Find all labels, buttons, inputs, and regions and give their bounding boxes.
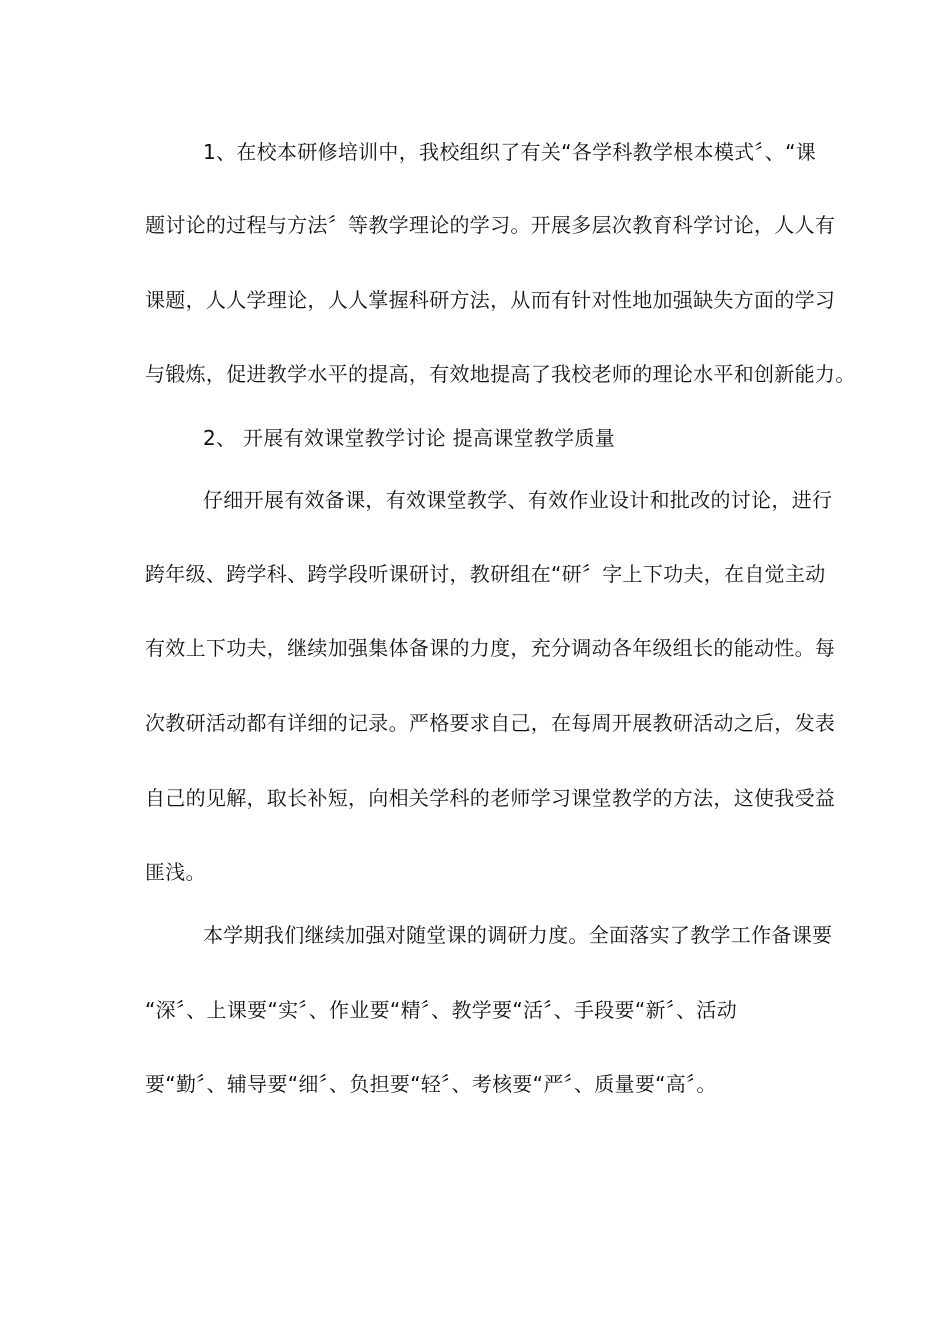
paragraph-3-line-1: 本学期我们继续加强对随堂课的调研力度。全面落实了教学工作备课要 bbox=[203, 923, 833, 947]
paragraph-1-line-1: 1、在校本研修培训中，我校组织了有关“各学科教学根本模式〞、“课 bbox=[203, 140, 817, 164]
paragraph-1-line-3: 课题，人人学理论，人人掌握科研方法，从而有针对性地加强缺失方面的学习 bbox=[145, 288, 836, 312]
paragraph-1-line-2: 题讨论的过程与方法〞等教学理论的学习。开展多层次教育科学讨论，人人有 bbox=[145, 213, 836, 237]
paragraph-2-line-5: 自己的见解，取长补短，向相关学科的老师学习课堂教学的方法，这使我受益 bbox=[145, 786, 836, 810]
paragraph-2-line-4: 次教研活动都有详细的记录。严格要求自己，在每周开展教研活动之后，发表 bbox=[145, 711, 836, 735]
paragraph-1-line-4: 与锻炼，促进教学水平的提高，有效地提高了我校老师的理论水平和创新能力。 bbox=[145, 362, 856, 386]
paragraph-3-line-2: “深〞、上课要“实〞、作业要“精〞、教学要“活〞、手段要“新〞、活动 bbox=[145, 998, 738, 1022]
section-heading-2: 2、 开展有效课堂教学讨论 提高课堂教学质量 bbox=[203, 426, 616, 450]
paragraph-2-line-2: 跨年级、跨学科、跨学段听课研讨，教研组在“研〞字上下功夫，在自觉主动 bbox=[145, 562, 826, 586]
paragraph-2-line-6: 匪浅。 bbox=[145, 860, 206, 884]
paragraph-2-line-3: 有效上下功夫，继续加强集体备课的力度，充分调动各年级组长的能动性。每 bbox=[145, 636, 836, 660]
paragraph-3-line-3: 要“勤〞、辅导要“细〞、负担要“轻〞、考核要“严〞、质量要“高〞。 bbox=[145, 1072, 717, 1096]
paragraph-2-line-1: 仔细开展有效备课，有效课堂教学、有效作业设计和批改的讨论，进行 bbox=[203, 488, 833, 512]
